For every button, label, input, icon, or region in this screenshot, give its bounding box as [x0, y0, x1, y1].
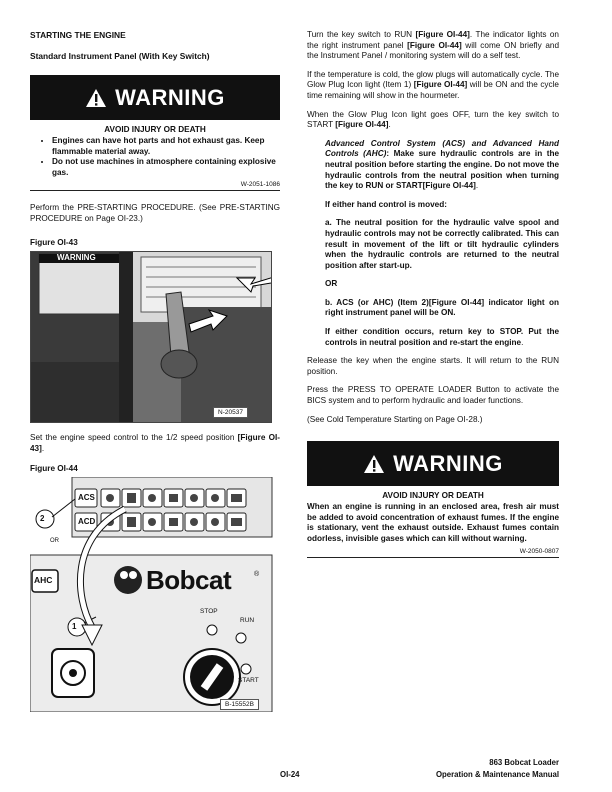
- sticker-warning-label: WARNING: [57, 253, 96, 263]
- warning-title: WARNING: [115, 84, 225, 110]
- warning-code: W-2050-0807: [519, 547, 559, 555]
- warning-title: WARNING: [393, 450, 503, 476]
- either-condition: [325, 327, 559, 348]
- text: will come ON briefly and the Instrument Panel / monitoring system will do a self test.: [307, 40, 559, 61]
- warning-subtitle: AVOID INJURY OR DEATH: [382, 491, 484, 501]
- figure-44-label: Figure OI-44: [30, 464, 78, 474]
- text: . The indicator lights on the right instrument panel: [307, 30, 559, 50]
- start-label: START: [238, 677, 259, 685]
- callout-1: 1: [72, 622, 77, 632]
- figure-ref: [Figure OI-44]: [415, 30, 470, 39]
- section-subheading: Standard Instrument Panel (With Key Switch): [30, 51, 210, 61]
- text: .: [388, 120, 391, 130]
- acd-indicator: ACD: [78, 517, 96, 527]
- start-paragraph: [307, 110, 559, 131]
- figure-ref: [Figure OI-44]: [413, 80, 468, 90]
- figure-43-code: N-20537: [213, 407, 248, 418]
- right-column: [307, 30, 559, 570]
- text: If either condition occurs, return key to STOP. Put the controls in neutral position and re-start the engine: [325, 327, 559, 347]
- figure-43-photo: [30, 251, 272, 423]
- text: indicator light on right instrument panel will be ON.: [325, 297, 559, 318]
- text: b. ACS (or AHC) (Item 2): [325, 297, 429, 307]
- figure-ref: [Figure OI-44]: [422, 181, 476, 191]
- acs-intro: Advanced Control System (ACS) and Advanced Hand Controls (AHC): [325, 138, 559, 159]
- acs-note: [325, 139, 559, 349]
- warning-banner: [30, 75, 280, 120]
- page-number: OI-24: [280, 770, 300, 779]
- condition-b: [325, 298, 559, 319]
- engine-speed-paragraph: Set the engine speed control to the 1/2 speed position [Figure OI-43].: [30, 433, 280, 453]
- glow-plug-paragraph: [307, 70, 559, 102]
- divider: [30, 190, 280, 191]
- footer-model: 863 Bobcat Loader: [489, 758, 559, 767]
- warning-triangle-icon: [85, 88, 107, 108]
- text: will be ON and the cycle time remaining will show in the hourmeter.: [307, 80, 559, 100]
- figure-44-code: B-15552B: [220, 699, 259, 710]
- ahc-indicator: AHC: [34, 575, 53, 586]
- figure-ref: [Figure OI-44]: [428, 297, 485, 307]
- brand-name: Bobcat: [146, 565, 232, 596]
- left-column: [30, 30, 280, 712]
- press-paragraph: Press the PRESS TO OPERATE LOADER Button to activate the BICS system and to perform hydraulic and loader functions.: [307, 385, 559, 406]
- callout-2: 2: [40, 514, 45, 524]
- warning-box-1: [30, 75, 280, 191]
- warning-subtitle: AVOID INJURY OR DEATH: [104, 125, 206, 134]
- if-moved: If either hand control is moved:: [325, 199, 447, 209]
- figure-ref: [Figure OI-43]: [30, 433, 280, 453]
- or-label: OR: [50, 538, 59, 545]
- engine-speed-text: Set the engine speed control to the 1/2 speed position: [30, 433, 238, 443]
- figure-44-panel: [30, 477, 275, 712]
- stop-label: STOP: [200, 608, 218, 616]
- warning-text: When an engine is running in an enclosed area, fresh air must be added to avoid concentration of exhaust fumes. If the engine is stationary, vent the exhaust outside. Exhaust fumes contain odorless, invisible gases which can kill without warning.: [307, 502, 559, 543]
- section-heading: STARTING THE ENGINE: [30, 30, 126, 40]
- warning-banner: [307, 441, 559, 486]
- text: Turn the key switch to RUN: [307, 30, 416, 39]
- condition-a: a. The neutral position for the hydraulic valve spool and hydraulic controls may not be correctly calibrated. This can result in movement of the lift or tilt hydraulic cylinders when the hydraulic controls are returned to the neutral position after start-up.: [325, 218, 559, 270]
- cold-temp-paragraph: (See Cold Temperature Starting on Page OI-28.): [307, 414, 483, 424]
- text: : Make sure hydraulic controls are in the neutral position before starting the engine. Do not move the hydraulic controls from the neutral position when turning the key to RUN or START: [325, 149, 560, 191]
- footer-manual: Operation & Maintenance Manual: [435, 770, 559, 779]
- warning-list: [30, 136, 280, 178]
- divider: [307, 557, 559, 558]
- warning-box-2: [307, 441, 559, 557]
- warning-triangle-icon: [363, 454, 385, 474]
- figure-ref: [Figure OI-44]: [407, 40, 462, 50]
- text: .: [521, 337, 524, 347]
- text: .: [475, 181, 479, 191]
- run-label: RUN: [240, 617, 255, 625]
- warning-item: • Engines can have hot parts and hot exhaust gas. Keep flammable material away.: [52, 136, 280, 157]
- figure-ref: [Figure OI-44]: [335, 120, 389, 130]
- turn-key-paragraph: [307, 30, 559, 62]
- or-separator: OR: [325, 279, 338, 289]
- acs-indicator: ACS: [78, 493, 95, 503]
- pre-starting-paragraph: Perform the PRE-STARTING PROCEDURE. (See PRE-STARTING PROCEDURE on Page OI-23.): [30, 203, 280, 223]
- figure-43-label: Figure OI-43: [30, 238, 78, 248]
- bobcat-logo: [114, 566, 142, 594]
- text: If the temperature is cold, the glow plugs will automatically cycle. The Glow Plug Icon light (Item 1): [307, 69, 559, 90]
- warning-item: • Do not use machines in atmosphere containing explosive gas.: [52, 157, 280, 178]
- warning-code: W-2051-1086: [240, 181, 280, 188]
- release-paragraph: Release the key when the engine starts. It will return to the RUN position.: [307, 356, 559, 376]
- acs-paragraph: [325, 139, 559, 192]
- engine-speed-control-illustration: [31, 252, 271, 422]
- registered-mark: ®: [254, 571, 260, 579]
- text: When the Glow Plug Icon light goes OFF, turn the key switch to START: [307, 109, 559, 130]
